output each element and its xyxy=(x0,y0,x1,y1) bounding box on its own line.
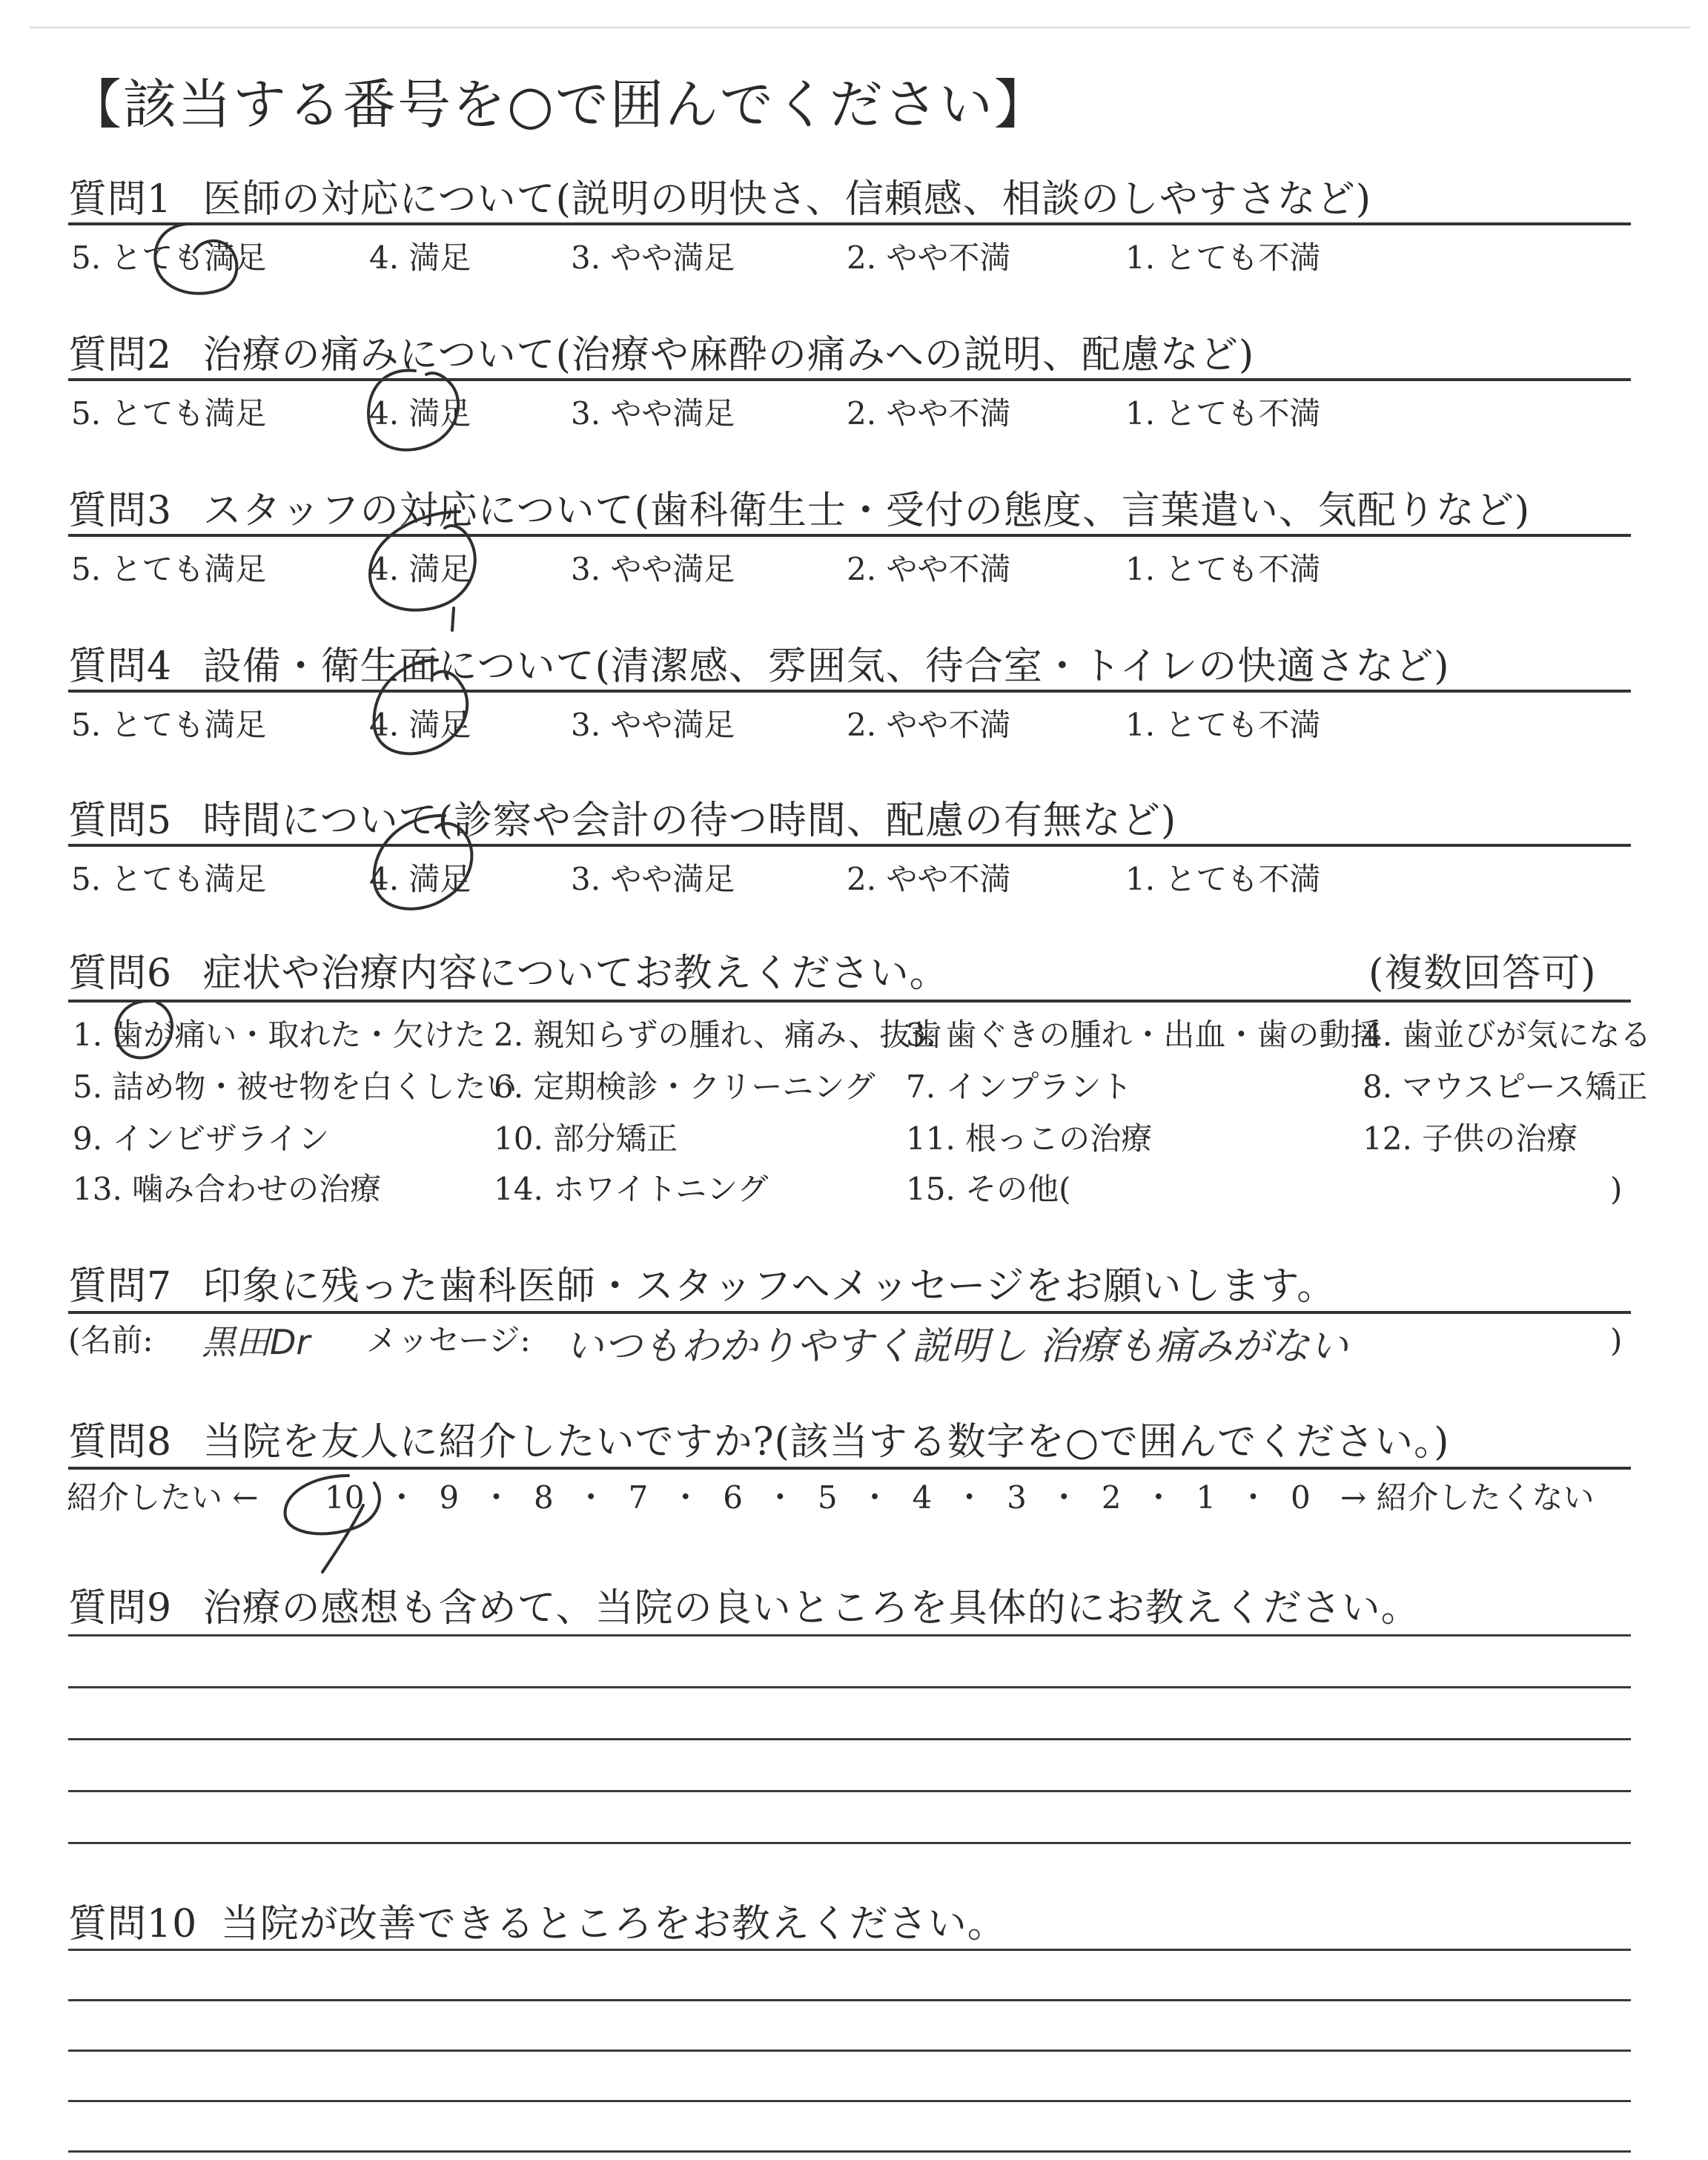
q8-separator: ・ xyxy=(859,1479,891,1516)
q8-separator: ・ xyxy=(575,1479,607,1516)
question-3-label: 質問3 xyxy=(68,489,173,533)
q10-writing-line[interactable] xyxy=(68,2050,1631,2052)
q10-writing-line[interactable] xyxy=(68,2100,1631,2102)
q10-writing-line[interactable] xyxy=(68,1999,1631,2001)
question-5-label: 質問5 xyxy=(68,799,173,843)
question-10 xyxy=(68,1898,1007,1950)
question-7-rule xyxy=(68,1311,1631,1314)
q2-option-5[interactable]: 5. とても満足 xyxy=(71,395,267,432)
q8-score-9[interactable]: 9 xyxy=(439,1479,460,1516)
q8-score-7[interactable]: 7 xyxy=(628,1479,649,1516)
q9-writing-line[interactable] xyxy=(68,1790,1631,1792)
question-4-text: 設備・衛生面について(清潔感、雰囲気、待合室・トイレの快適さなど) xyxy=(202,644,1450,689)
page-top-edge xyxy=(30,27,1690,28)
q6-option-14[interactable]: 14. ホワイトニング xyxy=(494,1171,769,1207)
q4-option-4[interactable]: 4. 満足 xyxy=(369,707,471,743)
q8-separator: ・ xyxy=(1237,1479,1269,1516)
q5-option-4[interactable]: 4. 満足 xyxy=(369,861,471,897)
q3-option-3[interactable]: 3. やや満足 xyxy=(571,551,735,587)
q6-option-5[interactable]: 5. 詰め物・被せ物を白くしたい xyxy=(73,1069,517,1105)
q9-writing-line[interactable] xyxy=(68,1686,1631,1688)
question-6-text: 症状や治療内容についてお教えください。 xyxy=(202,951,949,996)
q1-option-1[interactable]: 1. とても不満 xyxy=(1125,240,1321,276)
q8-score-6[interactable]: 6 xyxy=(723,1479,743,1516)
q4-option-2[interactable]: 2. やや不満 xyxy=(847,707,1011,743)
q6-option-10[interactable]: 10. 部分矯正 xyxy=(494,1120,678,1157)
q6-option-13[interactable]: 13. 噛み合わせの治療 xyxy=(73,1171,382,1207)
q6-option-1[interactable]: 1. 歯が痛い・取れた・欠けた xyxy=(73,1017,486,1053)
q8-score-3[interactable]: 3 xyxy=(1007,1479,1027,1516)
question-1-label: 質問1 xyxy=(68,177,173,222)
question-5-text: 時間について(診察や会計の待つ時間、配慮の有無など) xyxy=(202,799,1177,843)
q9-writing-line[interactable] xyxy=(68,1738,1631,1740)
q7-close-paren: ) xyxy=(1610,1322,1623,1358)
question-6-label: 質問6 xyxy=(68,951,173,996)
q8-score-5[interactable]: 5 xyxy=(817,1479,838,1516)
question-7-label: 質問7 xyxy=(68,1264,173,1309)
question-1 xyxy=(68,174,1371,225)
question-4-rule xyxy=(68,690,1631,693)
q6-option-15-close: ) xyxy=(1610,1171,1623,1207)
q8-separator: ・ xyxy=(1048,1479,1080,1516)
q5-option-2[interactable]: 2. やや不満 xyxy=(847,861,1011,897)
question-9-text: 治療の感想も含めて、当院の良いところを具体的にお教えください。 xyxy=(202,1586,1420,1631)
q8-left-label: 紹介したい ← xyxy=(67,1479,259,1516)
question-3-rule xyxy=(68,534,1631,537)
q10-writing-line[interactable] xyxy=(68,2150,1631,2153)
question-6-note: (複数回答可) xyxy=(1368,951,1597,996)
question-8-rule xyxy=(68,1467,1631,1470)
question-4 xyxy=(68,641,1450,693)
question-9 xyxy=(68,1582,1420,1634)
question-3 xyxy=(68,485,1530,537)
q9-writing-line[interactable] xyxy=(68,1634,1631,1636)
question-7-text: 印象に残った歯科医師・スタッフへメッセージをお願いします。 xyxy=(202,1264,1337,1309)
q7-message-handwritten[interactable]: いつもわかりやすく説明し 治療も痛みがない xyxy=(565,1324,1348,1369)
q2-option-2[interactable]: 2. やや不満 xyxy=(847,395,1011,432)
question-2-label: 質問2 xyxy=(68,333,173,377)
q7-name-handwritten[interactable]: 黒田Dr xyxy=(202,1322,311,1362)
question-2-rule xyxy=(68,378,1631,381)
q8-separator: ・ xyxy=(385,1479,417,1516)
question-5-rule xyxy=(68,844,1631,847)
question-8-text: 当院を友人に紹介したいですか?(該当する数字を○で囲んでください。) xyxy=(202,1420,1450,1464)
question-8 xyxy=(68,1416,1449,1468)
q8-score-0[interactable]: 0 xyxy=(1290,1479,1311,1516)
q6-option-2[interactable]: 2. 親知らずの腫れ、痛み、抜歯 xyxy=(494,1017,942,1053)
question-5 xyxy=(68,795,1176,847)
q1-option-4[interactable]: 4. 満足 xyxy=(369,240,471,276)
q6-option-4[interactable]: 4. 歯並びが気になる xyxy=(1363,1017,1652,1053)
q4-option-5[interactable]: 5. とても満足 xyxy=(71,707,267,743)
q6-option-11[interactable]: 11. 根っこの治療 xyxy=(906,1120,1153,1157)
question-4-label: 質問4 xyxy=(68,644,173,689)
question-9-label: 質問9 xyxy=(68,1586,173,1631)
q8-right-label: → 紹介したくない xyxy=(1340,1479,1595,1516)
q8-score-2[interactable]: 2 xyxy=(1101,1479,1122,1516)
question-8-label: 質問8 xyxy=(68,1420,173,1464)
q6-option-9[interactable]: 9. インビザライン xyxy=(73,1120,330,1157)
question-1-text: 医師の対応について(説明の明快さ、信頼感、相談のしやすさなど) xyxy=(202,177,1372,222)
question-6 xyxy=(68,948,949,1000)
question-3-text: スタッフの対応について(歯科衛生士・受付の態度、言葉遣い、気配りなど) xyxy=(202,489,1531,533)
q6-option-3[interactable]: 3. 歯ぐきの腫れ・出血・歯の動揺 xyxy=(906,1017,1382,1053)
q1-option-2[interactable]: 2. やや不満 xyxy=(847,240,1011,276)
q6-option-12[interactable]: 12. 子供の治療 xyxy=(1363,1120,1578,1157)
question-2 xyxy=(68,329,1254,381)
q8-separator: ・ xyxy=(953,1479,985,1516)
q6-option-8[interactable]: 8. マウスピース矯正 xyxy=(1363,1069,1648,1105)
q5-option-1[interactable]: 1. とても不満 xyxy=(1125,861,1321,897)
q6-option-6[interactable]: 6. 定期検診・クリーニング xyxy=(494,1069,875,1105)
q6-option-15[interactable]: 15. その他( xyxy=(906,1171,1071,1207)
q5-option-3[interactable]: 3. やや満足 xyxy=(571,861,735,897)
q8-score-4[interactable]: 4 xyxy=(912,1479,933,1516)
q8-separator: ・ xyxy=(669,1479,701,1516)
q4-option-1[interactable]: 1. とても不満 xyxy=(1125,707,1321,743)
q5-option-5[interactable]: 5. とても満足 xyxy=(71,861,267,897)
q7-message-label: メッセージ: xyxy=(366,1322,531,1358)
q1-option-5[interactable]: 5. とても満足 xyxy=(71,240,267,276)
question-7 xyxy=(68,1261,1336,1312)
q9-writing-line[interactable] xyxy=(68,1842,1631,1844)
q3-option-5[interactable]: 5. とても満足 xyxy=(71,551,267,587)
q3-option-2[interactable]: 2. やや不満 xyxy=(847,551,1011,587)
question-2-text: 治療の痛みについて(治療や麻酔の痛みへの説明、配慮など) xyxy=(202,333,1255,377)
q7-name-label: (名前: xyxy=(68,1322,153,1358)
q8-scale xyxy=(325,1476,1311,1520)
q2-option-3[interactable]: 3. やや満足 xyxy=(571,395,735,432)
question-10-label: 質問10 xyxy=(68,1902,198,1946)
q10-writing-line[interactable] xyxy=(68,1949,1631,1951)
q8-score-10[interactable]: 10 xyxy=(325,1479,365,1516)
page-title: 【該当する番号を○で囲んでください】 xyxy=(68,73,1049,136)
q1-option-3[interactable]: 3. やや満足 xyxy=(571,240,735,276)
question-10-text: 当院が改善できるところをお教えください。 xyxy=(220,1902,1007,1946)
q8-separator: ・ xyxy=(1142,1479,1174,1516)
q2-option-1[interactable]: 1. とても不満 xyxy=(1125,395,1321,432)
q6-option-7[interactable]: 7. インプラント xyxy=(906,1069,1133,1105)
question-6-rule xyxy=(68,1000,1631,1003)
q8-separator: ・ xyxy=(764,1479,796,1516)
question-1-rule xyxy=(68,222,1631,225)
q8-score-1[interactable]: 1 xyxy=(1196,1479,1217,1516)
q3-option-1[interactable]: 1. とても不満 xyxy=(1125,551,1321,587)
q8-score-8[interactable]: 8 xyxy=(533,1479,554,1516)
q4-option-3[interactable]: 3. やや満足 xyxy=(571,707,735,743)
q3-option-4[interactable]: 4. 満足 xyxy=(369,551,471,587)
q8-separator: ・ xyxy=(480,1479,512,1516)
q2-option-4[interactable]: 4. 満足 xyxy=(369,395,471,432)
